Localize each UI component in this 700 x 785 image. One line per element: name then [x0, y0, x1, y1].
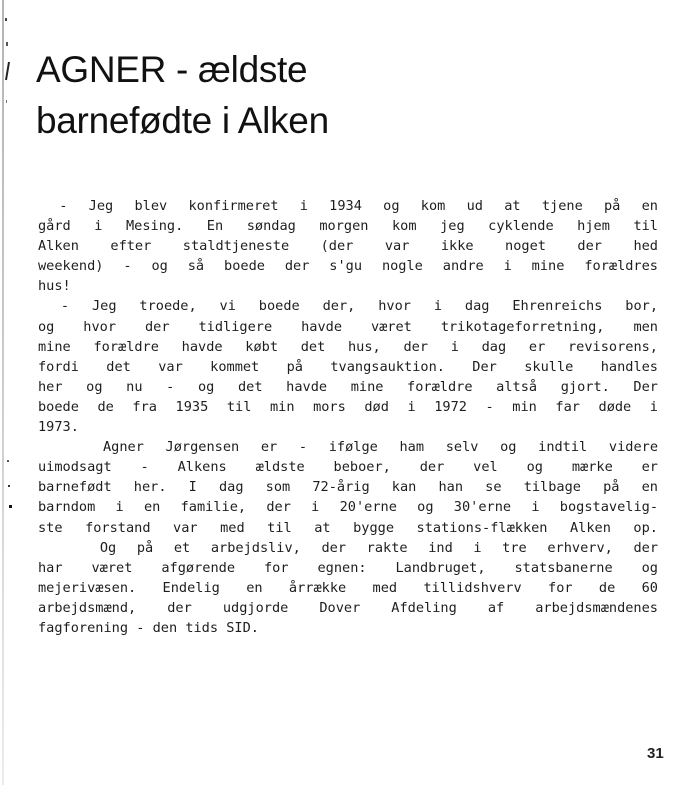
body-line: weekend) - og så boede der s'gu nogle andre i mine forældres	[38, 258, 658, 275]
title-line: barnefødte i Alken	[36, 100, 329, 141]
body-line: gård i Mesing. En søndag morgen kom jeg cyklende hjem til	[38, 218, 658, 235]
body-line: uimodsagt - Alkens ældste beboer, der vel og mærke er	[38, 459, 658, 476]
body-line: mine forældre havde købt det hus, der i dag er revisorens,	[38, 338, 658, 355]
body-line: - Jeg blev konfirmeret i 1934 og kom ud at tjene på en	[38, 198, 658, 214]
body-line: Agner Jørgensen er - ifølge ham selv og indtil videre	[38, 439, 658, 456]
body-line: 1973.	[38, 419, 79, 436]
body-line: barndom i en familie, der i 20'erne og 30'erne i bogstavelig-	[38, 499, 658, 516]
body-line: Og på et arbejdsliv, der rakte ind i tre erhverv, der	[38, 539, 658, 556]
body-line: fagforening - den tids SID.	[38, 619, 259, 636]
body-line: hus!	[38, 278, 71, 295]
body-line: arbejdsmænd, der udgjorde Dover Afdeling af arbejdsmændenes	[38, 599, 658, 616]
body-line: boede de fra 1935 til min mors død i 1972 - min far døde i	[38, 398, 658, 415]
article-title	[36, 44, 329, 146]
article-body	[38, 196, 658, 638]
body-line: fordi det var kommet på tvangsauktion. Der skulle handles	[38, 358, 658, 375]
body-line: her og nu - og det havde mine forældre altså gjort. Der	[38, 378, 658, 395]
body-line: barnefødt her. I dag som 72-årig kan han se tilbage på en	[38, 479, 658, 496]
body-line: har været afgørende for egnen: Landbruget, statsbanerne og	[38, 559, 658, 576]
title-line: AGNER - ældste	[36, 49, 308, 90]
body-line: Alken efter staldtjeneste (der var ikke noget der hed	[38, 238, 658, 255]
body-line: ste forstand var med til at bygge stations-flækken Alken op.	[38, 519, 658, 536]
page-number: 31	[647, 745, 664, 762]
body-line: mejerivæsen. Endelig en årrække med tillidshverv for de 60	[38, 579, 658, 596]
scan-specks	[0, 0, 20, 785]
body-line: og hvor der tidligere havde været trikotageforretning, men	[38, 318, 658, 335]
body-line: - Jeg troede, vi boede der, hvor i dag Ehrenreichs bor,	[38, 298, 658, 315]
